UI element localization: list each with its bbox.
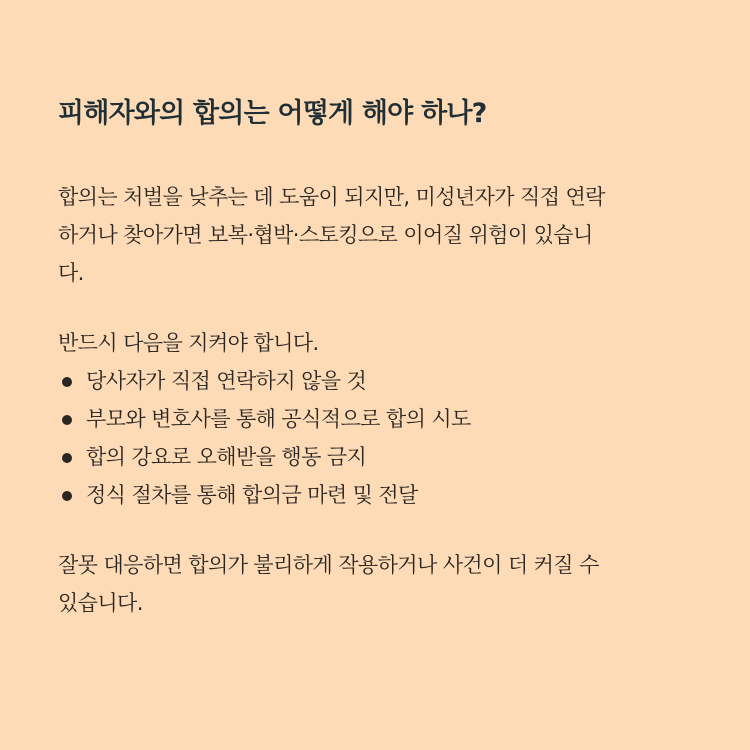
closing-paragraph <box>58 546 692 622</box>
closing-line-2: 있습니다. <box>58 591 143 615</box>
list-item-text: 합의 강요로 오해받을 행동 금지 <box>86 445 367 469</box>
list-item <box>58 400 692 438</box>
closing-line-1: 잘못 대응하면 합의가 불리하게 작용하거나 사건이 더 커질 수 <box>58 553 599 577</box>
bullet-dot-icon <box>62 377 72 387</box>
bullet-dot-icon <box>62 491 72 501</box>
lead-text: 반드시 다음을 지켜야 합니다. <box>58 331 319 355</box>
list-item <box>58 438 692 476</box>
intro-line-1: 합의는 처벌을 낮추는 데 도움이 되지만, 미성년자가 직접 연락 <box>58 185 605 209</box>
list-item-text: 부모와 변호사를 통해 공식적으로 합의 시도 <box>86 407 471 431</box>
page-title: 피해자와의 합의는 어떻게 해야 하나? <box>58 98 487 129</box>
bullet-dot-icon <box>62 415 72 425</box>
intro-line-3: 다. <box>58 261 84 285</box>
rules-list <box>58 362 692 514</box>
bullet-dot-icon <box>62 453 72 463</box>
intro-paragraph <box>58 178 692 292</box>
list-item-text: 당사자가 직접 연락하지 않을 것 <box>86 369 367 393</box>
list-item <box>58 476 692 514</box>
list-item-text: 정식 절차를 통해 합의금 마련 및 전달 <box>86 483 418 507</box>
list-item <box>58 362 692 400</box>
intro-line-2: 하거나 찾아가면 보복·협박·스토킹으로 이어질 위험이 있습니 <box>58 223 593 247</box>
